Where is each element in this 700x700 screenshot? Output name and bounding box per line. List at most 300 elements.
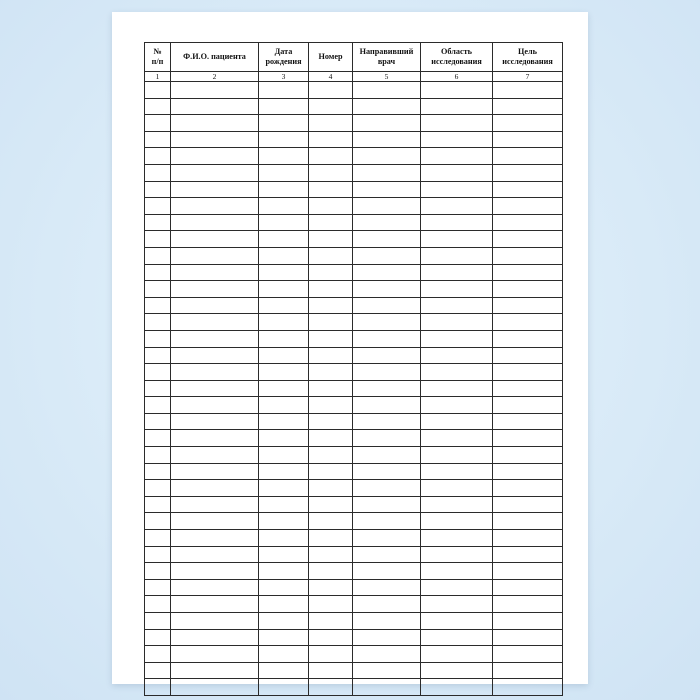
table-cell[interactable] xyxy=(259,82,309,99)
table-cell[interactable] xyxy=(421,563,493,580)
table-cell[interactable] xyxy=(309,579,353,596)
table-cell[interactable] xyxy=(493,281,563,298)
table-row[interactable] xyxy=(145,662,563,679)
table-cell[interactable] xyxy=(421,397,493,414)
table-row[interactable] xyxy=(145,198,563,215)
table-cell[interactable] xyxy=(353,314,421,331)
table-row[interactable] xyxy=(145,430,563,447)
table-cell[interactable] xyxy=(145,546,171,563)
table-cell[interactable] xyxy=(259,413,309,430)
table-cell[interactable] xyxy=(421,330,493,347)
table-cell[interactable] xyxy=(171,131,259,148)
table-cell[interactable] xyxy=(309,281,353,298)
table-row[interactable] xyxy=(145,214,563,231)
table-row[interactable] xyxy=(145,364,563,381)
table-cell[interactable] xyxy=(171,231,259,248)
table-cell[interactable] xyxy=(145,330,171,347)
table-cell[interactable] xyxy=(421,613,493,630)
table-cell[interactable] xyxy=(171,164,259,181)
table-cell[interactable] xyxy=(421,148,493,165)
table-cell[interactable] xyxy=(145,629,171,646)
table-cell[interactable] xyxy=(259,214,309,231)
table-row[interactable] xyxy=(145,347,563,364)
table-cell[interactable] xyxy=(259,480,309,497)
table-cell[interactable] xyxy=(493,463,563,480)
column-number-cell: 3 xyxy=(259,72,309,82)
table-cell[interactable] xyxy=(353,413,421,430)
table-cell[interactable] xyxy=(421,530,493,547)
table-row[interactable] xyxy=(145,131,563,148)
table-cell[interactable] xyxy=(421,380,493,397)
table-cell[interactable] xyxy=(421,231,493,248)
table-cell[interactable] xyxy=(259,463,309,480)
table-cell[interactable] xyxy=(421,364,493,381)
table-cell[interactable] xyxy=(259,247,309,264)
table-cell[interactable] xyxy=(353,596,421,613)
table-cell[interactable] xyxy=(493,530,563,547)
table-cell[interactable] xyxy=(309,347,353,364)
table-cell[interactable] xyxy=(171,463,259,480)
table-cell[interactable] xyxy=(309,247,353,264)
table-cell[interactable] xyxy=(259,397,309,414)
table-cell[interactable] xyxy=(353,662,421,679)
table-cell[interactable] xyxy=(421,247,493,264)
table-cell[interactable] xyxy=(493,314,563,331)
table-cell[interactable] xyxy=(259,563,309,580)
table-cell[interactable] xyxy=(493,447,563,464)
table-cell[interactable] xyxy=(171,430,259,447)
table-cell[interactable] xyxy=(145,115,171,132)
column-header-examination-area xyxy=(421,43,493,72)
table-cell[interactable] xyxy=(493,347,563,364)
table-cell[interactable] xyxy=(353,198,421,215)
table-cell[interactable] xyxy=(493,480,563,497)
table-cell[interactable] xyxy=(171,596,259,613)
table-cell[interactable] xyxy=(493,662,563,679)
table-cell[interactable] xyxy=(421,629,493,646)
table-cell[interactable] xyxy=(259,115,309,132)
table-cell[interactable] xyxy=(421,264,493,281)
table-cell[interactable] xyxy=(309,662,353,679)
table-cell[interactable] xyxy=(309,679,353,696)
table-cell[interactable] xyxy=(493,214,563,231)
table-row[interactable] xyxy=(145,115,563,132)
table-cell[interactable] xyxy=(309,430,353,447)
table-cell[interactable] xyxy=(259,447,309,464)
table-cell[interactable] xyxy=(493,82,563,99)
table-cell[interactable] xyxy=(493,198,563,215)
table-cell[interactable] xyxy=(309,530,353,547)
table-cell[interactable] xyxy=(145,364,171,381)
table-cell[interactable] xyxy=(145,198,171,215)
table-cell[interactable] xyxy=(421,314,493,331)
table-cell[interactable] xyxy=(309,82,353,99)
table-cell[interactable] xyxy=(309,513,353,530)
table-cell[interactable] xyxy=(171,330,259,347)
table-cell[interactable] xyxy=(421,579,493,596)
table-cell[interactable] xyxy=(493,430,563,447)
table-cell[interactable] xyxy=(421,281,493,298)
table-cell[interactable] xyxy=(145,430,171,447)
table-cell[interactable] xyxy=(353,613,421,630)
table-cell[interactable] xyxy=(145,380,171,397)
table-cell[interactable] xyxy=(353,397,421,414)
table-body xyxy=(145,82,563,696)
table-cell[interactable] xyxy=(171,646,259,663)
table-cell[interactable] xyxy=(145,347,171,364)
table-cell[interactable] xyxy=(353,629,421,646)
table-cell[interactable] xyxy=(493,247,563,264)
table-cell[interactable] xyxy=(145,679,171,696)
table-row[interactable] xyxy=(145,247,563,264)
table-cell[interactable] xyxy=(145,662,171,679)
table-row[interactable] xyxy=(145,314,563,331)
table-cell[interactable] xyxy=(353,330,421,347)
table-row[interactable] xyxy=(145,596,563,613)
table-cell[interactable] xyxy=(421,447,493,464)
table-cell[interactable] xyxy=(145,563,171,580)
table-cell[interactable] xyxy=(421,214,493,231)
table-row[interactable] xyxy=(145,330,563,347)
table-cell[interactable] xyxy=(493,98,563,115)
table-row[interactable] xyxy=(145,613,563,630)
table-cell[interactable] xyxy=(145,148,171,165)
table-cell[interactable] xyxy=(421,164,493,181)
table-cell[interactable] xyxy=(309,181,353,198)
table-cell[interactable] xyxy=(171,530,259,547)
table-cell[interactable] xyxy=(259,546,309,563)
table-cell[interactable] xyxy=(171,314,259,331)
table-row[interactable] xyxy=(145,297,563,314)
table-cell[interactable] xyxy=(145,247,171,264)
table-cell[interactable] xyxy=(421,198,493,215)
table-cell[interactable] xyxy=(145,231,171,248)
table-cell[interactable] xyxy=(493,164,563,181)
table-row[interactable] xyxy=(145,231,563,248)
table-cell[interactable] xyxy=(145,413,171,430)
table-cell[interactable] xyxy=(493,148,563,165)
table-row[interactable] xyxy=(145,413,563,430)
table-cell[interactable] xyxy=(259,281,309,298)
table-cell[interactable] xyxy=(421,662,493,679)
table-cell[interactable] xyxy=(421,347,493,364)
table-cell[interactable] xyxy=(309,447,353,464)
table-cell[interactable] xyxy=(421,679,493,696)
table-cell[interactable] xyxy=(171,347,259,364)
table-row[interactable] xyxy=(145,264,563,281)
table-cell[interactable] xyxy=(493,364,563,381)
table-cell[interactable] xyxy=(309,546,353,563)
table-cell[interactable] xyxy=(309,214,353,231)
table-row[interactable] xyxy=(145,579,563,596)
table-cell[interactable] xyxy=(493,629,563,646)
table-cell[interactable] xyxy=(171,579,259,596)
table-row[interactable] xyxy=(145,646,563,663)
table-cell[interactable] xyxy=(309,115,353,132)
table-cell[interactable] xyxy=(171,380,259,397)
table-row[interactable] xyxy=(145,397,563,414)
table-cell[interactable] xyxy=(309,646,353,663)
table-row[interactable] xyxy=(145,98,563,115)
table-cell[interactable] xyxy=(171,397,259,414)
table-cell[interactable] xyxy=(171,513,259,530)
table-cell[interactable] xyxy=(259,314,309,331)
table-cell[interactable] xyxy=(259,347,309,364)
table-cell[interactable] xyxy=(309,496,353,513)
table-cell[interactable] xyxy=(259,131,309,148)
table-cell[interactable] xyxy=(259,98,309,115)
table-cell[interactable] xyxy=(259,629,309,646)
table-cell[interactable] xyxy=(353,281,421,298)
table-cell[interactable] xyxy=(259,264,309,281)
table-cell[interactable] xyxy=(259,181,309,198)
table-cell[interactable] xyxy=(145,98,171,115)
table-cell[interactable] xyxy=(171,98,259,115)
table-cell[interactable] xyxy=(171,297,259,314)
table-cell[interactable] xyxy=(145,297,171,314)
table-cell[interactable] xyxy=(421,413,493,430)
table-cell[interactable] xyxy=(353,447,421,464)
table-cell[interactable] xyxy=(171,546,259,563)
table-cell[interactable] xyxy=(171,629,259,646)
table-cell[interactable] xyxy=(171,413,259,430)
table-cell[interactable] xyxy=(493,496,563,513)
table-cell[interactable] xyxy=(309,463,353,480)
table-cell[interactable] xyxy=(171,115,259,132)
table-cell[interactable] xyxy=(493,546,563,563)
table-cell[interactable] xyxy=(353,480,421,497)
table-row[interactable] xyxy=(145,629,563,646)
table-cell[interactable] xyxy=(145,131,171,148)
table-cell[interactable] xyxy=(259,496,309,513)
table-cell[interactable] xyxy=(421,98,493,115)
table-cell[interactable] xyxy=(421,480,493,497)
table-cell[interactable] xyxy=(259,613,309,630)
table-cell[interactable] xyxy=(259,330,309,347)
table-row[interactable] xyxy=(145,181,563,198)
table-cell[interactable] xyxy=(309,563,353,580)
table-cell[interactable] xyxy=(171,480,259,497)
table-cell[interactable] xyxy=(493,563,563,580)
table-cell[interactable] xyxy=(171,447,259,464)
table-cell[interactable] xyxy=(309,596,353,613)
table-cell[interactable] xyxy=(309,131,353,148)
table-cell[interactable] xyxy=(353,82,421,99)
table-cell[interactable] xyxy=(493,231,563,248)
table-cell[interactable] xyxy=(353,430,421,447)
table-cell[interactable] xyxy=(309,330,353,347)
table-cell[interactable] xyxy=(259,530,309,547)
table-cell[interactable] xyxy=(145,214,171,231)
table-cell[interactable] xyxy=(171,679,259,696)
table-cell[interactable] xyxy=(353,164,421,181)
table-cell[interactable] xyxy=(171,613,259,630)
table-cell[interactable] xyxy=(421,496,493,513)
table-cell[interactable] xyxy=(171,662,259,679)
table-cell[interactable] xyxy=(145,613,171,630)
table-row[interactable] xyxy=(145,513,563,530)
table-cell[interactable] xyxy=(353,98,421,115)
table-cell[interactable] xyxy=(145,530,171,547)
table-cell[interactable] xyxy=(353,679,421,696)
table-cell[interactable] xyxy=(493,131,563,148)
table-cell[interactable] xyxy=(493,297,563,314)
table-cell[interactable] xyxy=(309,164,353,181)
table-cell[interactable] xyxy=(145,447,171,464)
table-cell[interactable] xyxy=(145,596,171,613)
table-cell[interactable] xyxy=(145,496,171,513)
table-cell[interactable] xyxy=(353,148,421,165)
table-cell[interactable] xyxy=(259,513,309,530)
table-cell[interactable] xyxy=(145,314,171,331)
table-row[interactable] xyxy=(145,148,563,165)
table-cell[interactable] xyxy=(493,380,563,397)
table-row[interactable] xyxy=(145,563,563,580)
table-cell[interactable] xyxy=(171,364,259,381)
table-cell[interactable] xyxy=(353,131,421,148)
table-cell[interactable] xyxy=(259,646,309,663)
table-cell[interactable] xyxy=(421,82,493,99)
table-cell[interactable] xyxy=(171,281,259,298)
table-cell[interactable] xyxy=(421,115,493,132)
table-row[interactable] xyxy=(145,679,563,696)
table-cell[interactable] xyxy=(421,463,493,480)
table-row[interactable] xyxy=(145,380,563,397)
table-row[interactable] xyxy=(145,82,563,99)
table-row[interactable] xyxy=(145,480,563,497)
table-cell[interactable] xyxy=(493,397,563,414)
table-cell[interactable] xyxy=(259,662,309,679)
table-row[interactable] xyxy=(145,496,563,513)
table-cell[interactable] xyxy=(309,264,353,281)
table-cell[interactable] xyxy=(259,148,309,165)
table-cell[interactable] xyxy=(145,579,171,596)
table-cell[interactable] xyxy=(145,463,171,480)
table-row[interactable] xyxy=(145,447,563,464)
table-cell[interactable] xyxy=(145,480,171,497)
table-cell[interactable] xyxy=(493,613,563,630)
table-cell[interactable] xyxy=(353,297,421,314)
table-cell[interactable] xyxy=(421,297,493,314)
table-cell[interactable] xyxy=(309,297,353,314)
table-row[interactable] xyxy=(145,546,563,563)
table-cell[interactable] xyxy=(353,563,421,580)
table-cell[interactable] xyxy=(259,231,309,248)
table-cell[interactable] xyxy=(309,364,353,381)
table-cell[interactable] xyxy=(309,98,353,115)
table-cell[interactable] xyxy=(493,646,563,663)
table-cell[interactable] xyxy=(171,563,259,580)
table-cell[interactable] xyxy=(353,496,421,513)
table-row[interactable] xyxy=(145,463,563,480)
table-cell[interactable] xyxy=(259,430,309,447)
table-cell[interactable] xyxy=(353,380,421,397)
table-cell[interactable] xyxy=(353,115,421,132)
table-cell[interactable] xyxy=(259,596,309,613)
paper-sheet xyxy=(112,12,588,684)
table-cell[interactable] xyxy=(421,646,493,663)
table-cell[interactable] xyxy=(353,579,421,596)
table-cell[interactable] xyxy=(353,646,421,663)
table-cell[interactable] xyxy=(353,463,421,480)
table-cell[interactable] xyxy=(145,646,171,663)
table-cell[interactable] xyxy=(259,364,309,381)
table-cell[interactable] xyxy=(145,181,171,198)
table-cell[interactable] xyxy=(493,413,563,430)
table-cell[interactable] xyxy=(171,247,259,264)
table-cell[interactable] xyxy=(171,214,259,231)
table-cell[interactable] xyxy=(259,297,309,314)
table-cell[interactable] xyxy=(309,314,353,331)
table-cell[interactable] xyxy=(145,281,171,298)
table-cell[interactable] xyxy=(309,380,353,397)
table-cell[interactable] xyxy=(309,198,353,215)
table-cell[interactable] xyxy=(259,164,309,181)
table-cell[interactable] xyxy=(171,198,259,215)
table-cell[interactable] xyxy=(493,513,563,530)
table-cell[interactable] xyxy=(309,480,353,497)
table-cell[interactable] xyxy=(493,115,563,132)
table-cell[interactable] xyxy=(353,364,421,381)
table-cell[interactable] xyxy=(353,231,421,248)
table-cell[interactable] xyxy=(309,231,353,248)
table-cell[interactable] xyxy=(421,430,493,447)
table-cell[interactable] xyxy=(309,629,353,646)
table-cell[interactable] xyxy=(259,579,309,596)
table-cell[interactable] xyxy=(309,413,353,430)
table-cell[interactable] xyxy=(353,264,421,281)
table-cell[interactable] xyxy=(353,181,421,198)
table-cell[interactable] xyxy=(493,579,563,596)
table-cell[interactable] xyxy=(171,148,259,165)
table-row[interactable] xyxy=(145,530,563,547)
table-cell[interactable] xyxy=(353,530,421,547)
table-cell[interactable] xyxy=(309,148,353,165)
table-cell[interactable] xyxy=(259,679,309,696)
table-cell[interactable] xyxy=(493,330,563,347)
table-cell[interactable] xyxy=(145,513,171,530)
table-row[interactable] xyxy=(145,164,563,181)
table-cell[interactable] xyxy=(145,164,171,181)
table-cell[interactable] xyxy=(493,181,563,198)
table-cell[interactable] xyxy=(171,496,259,513)
table-cell[interactable] xyxy=(353,347,421,364)
table-cell[interactable] xyxy=(145,264,171,281)
table-cell[interactable] xyxy=(171,264,259,281)
table-cell[interactable] xyxy=(259,380,309,397)
table-cell[interactable] xyxy=(259,198,309,215)
table-cell[interactable] xyxy=(421,546,493,563)
table-cell[interactable] xyxy=(353,247,421,264)
table-cell[interactable] xyxy=(421,513,493,530)
table-row[interactable] xyxy=(145,281,563,298)
table-cell[interactable] xyxy=(145,397,171,414)
table-cell[interactable] xyxy=(353,546,421,563)
table-cell[interactable] xyxy=(353,513,421,530)
table-cell[interactable] xyxy=(493,596,563,613)
table-cell[interactable] xyxy=(493,679,563,696)
table-cell[interactable] xyxy=(171,181,259,198)
table-cell[interactable] xyxy=(421,596,493,613)
table-cell[interactable] xyxy=(309,397,353,414)
table-cell[interactable] xyxy=(145,82,171,99)
table-cell[interactable] xyxy=(421,181,493,198)
table-cell[interactable] xyxy=(353,214,421,231)
table-cell[interactable] xyxy=(421,131,493,148)
table-cell[interactable] xyxy=(171,82,259,99)
table-cell[interactable] xyxy=(309,613,353,630)
table-cell[interactable] xyxy=(493,264,563,281)
